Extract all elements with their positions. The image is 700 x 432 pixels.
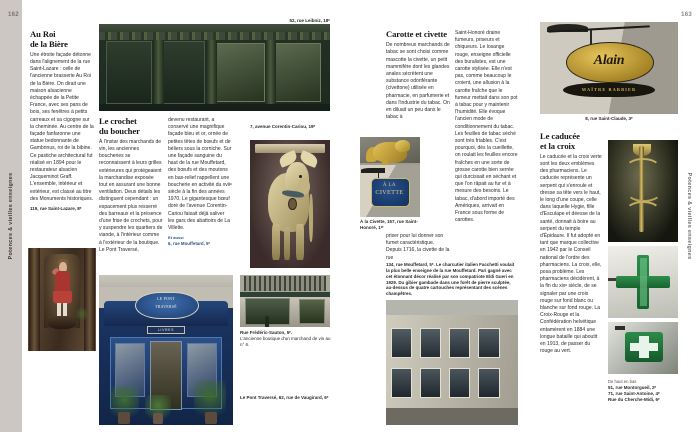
photo-shopfront-leibniz — [99, 24, 330, 111]
title-line-1: Le crochet — [99, 116, 137, 126]
photo-flowerpot — [153, 413, 164, 424]
article-body-carotte-cont: priser pour lui donner son fumet caractéristique. Depuis 1716, la civette de la rue — [386, 233, 450, 261]
chapter-tab-label-left: Potences & vieilles enseignes — [8, 172, 14, 260]
photo-column-right — [84, 248, 95, 351]
caption-block-mouffetard — [386, 262, 518, 297]
title-line-2: de la Bière — [30, 38, 68, 49]
photo-window — [449, 368, 470, 398]
photo-window — [391, 328, 412, 358]
photo-bracket — [361, 168, 385, 173]
chapter-tab-label-right: Potences & vieilles enseignes — [686, 172, 692, 260]
caption-block-pont-traverse — [240, 395, 332, 401]
photo-foliage — [76, 306, 88, 322]
photo-flowerpot — [205, 412, 217, 424]
photo-gambrinus-statue — [28, 248, 96, 351]
article-title-crochet — [99, 117, 163, 136]
article-body-caducee: Le caducée et la croix verte sont les deux emblèmes des pharmaciens. Le caducée représente un serpent qui s'enroule et dresse sa tête vers le haut, le long d'une coupe, celle dans laquelle Hygie, fille d'Esculape et déesse de la santé, donnait à boire au serpent du temple d'Épidaure. Il fut adopté en tant que marque collective en 1942 par le Conseil national de l'ordre des pharmaciens. La croix, elle, posa problème. Les pharmaciens décidèrent, à la fin du xixᵉ siècle, de se signaler par une croix rouge sur fond blanc ou blanche sur fond rouge. La Croix-Rouge et la Confédération helvétique entamèrent en 1884 une longue bataille qui aboutit en 1913, de passer du rouge au vert. — [540, 153, 602, 355]
photo-snake-coil — [625, 158, 661, 179]
photo-shop-window — [299, 299, 324, 324]
article-title-au-roi — [30, 30, 94, 49]
article-le-caducee-et-la-croix — [540, 132, 602, 355]
title-line-2: du boucher — [99, 125, 140, 136]
article-au-roi-de-la-biere — [30, 30, 94, 212]
caption-rue-leibniz: 52, rue Leibniz, 18ᵉ — [289, 18, 330, 23]
chapter-tab-right — [678, 0, 700, 432]
caption-sauton-text: L'ancienne boutique d'un marchand de vin au n° 6. — [240, 335, 331, 347]
photo-window — [449, 328, 470, 358]
photo-bull-tail — [309, 194, 313, 243]
article-body-crochet-col2: devenu restaurant, a conservé une magnifique façade bleu et or, ornée de petites têtes de bœufs et de béliers sous la corniche. Sur une façade sanguine du haut de la rue Mouffetard, des bœufs et des moutons en bas-relief rappellent une boucherie en activité du xviiᵉ siècle à la fin des années 1970. Le gigantesque bœuf doré de l'avenue Corentin-Cariou faisait déjà saliver les gars des abattoirs de La Villette. — [168, 117, 232, 232]
page-number-right: 163 — [681, 12, 692, 18]
photo-panel — [159, 41, 205, 104]
article-body-carotte-col2: Saint-Honoré draine fumeurs, priseurs et chiqueurs. Le losange rouge, enseigne officielle des buralistes, est une carotte stylisée. Elle n'est pas, comme beaucoup le croient, une allusion à la carotte fraîche que le fumeur mettait dans son pot à tabac pour y maintenir l'humidité. Elle évoque l'ancien mode de conditionnement du tabac. Les feuilles de tabac séché sont très friables. C'est pourquoi, dès la cueillette, on roulait les feuilles encore fraîches en une sorte de grosse carotte bien serrée qui durcissait en séchant et que l'on râpait au fur et à mesure des besoins. Le tabac, d'abord importé des Amériques, arrivait en France sous forme de carottes. — [455, 30, 518, 224]
photo-caduceus — [608, 140, 678, 242]
photo-cross-horizontal — [630, 343, 658, 350]
article-body-crochet-col1: À l'instar des marchands de vin, les anciennes boucheries se reconnaissent à leurs grilles extérieures qui protégeaient la marchandise exposée tout en assurant une bonne ventilation. Deux détails les distinguent cependant : un espacement plus resserré des barreaux et la présence d'une frise de crochets, pour y suspendre les quartiers de viande, à l'intérieur comme à l'extérieur de la boutique. Le Pont Traversé, — [99, 138, 163, 253]
sign-text-line-2: TRAVERSÉ — [155, 304, 177, 310]
article-carotte-continuation — [386, 233, 450, 262]
title-line-1: Le caducée — [540, 131, 580, 141]
photo-window — [420, 368, 441, 398]
photo-flowerpot — [118, 412, 130, 424]
photo-snake-coil — [625, 201, 661, 222]
photo-rue-frederic-sauton — [240, 275, 330, 327]
photo-base — [99, 104, 330, 111]
photo-animal-head — [395, 140, 411, 152]
photo-bull-leg — [272, 224, 279, 260]
photo-column-left — [29, 248, 40, 351]
address-au-roi: 119, rue Saint-Lazare, 8ᵉ — [30, 205, 82, 211]
photo-paris-building — [386, 300, 518, 425]
see-also-crochet — [168, 235, 232, 246]
photo-bull-leg — [296, 224, 303, 260]
photo-street-level — [386, 408, 518, 426]
photo-panel — [106, 41, 152, 104]
article-le-crochet-du-boucher — [99, 117, 163, 254]
caption-pont-traverse: Le Pont Traversé, 62, rue de Vaugirard, 6ᵉ — [240, 395, 329, 400]
caption-order-note: De haut en bas — [608, 379, 637, 384]
caption-block-sauton — [240, 330, 332, 348]
sign-text-line-1: À LA — [382, 182, 396, 188]
caption-block-civette — [360, 219, 434, 231]
photo-cross-highlight — [640, 258, 647, 307]
photo-bracket — [615, 326, 625, 330]
article-crochet-column-2 — [168, 117, 232, 246]
photo-alain-barber-sign — [540, 22, 678, 114]
caption-saint-antoine: 71, rue Saint-Antoine, 4ᵉ — [608, 390, 660, 396]
photo-golden-bull — [250, 140, 330, 268]
caption-cherche-midi: Rue du Cherche-Midi, 6ᵉ — [608, 396, 660, 402]
title-line-1: Au Roi — [30, 29, 56, 39]
caption-montorgueil: 51, rue Montorgueil, 2ᵉ — [608, 384, 657, 390]
caption-block-bottom-right — [608, 379, 686, 403]
caption-corentin-cariou: 7, avenue Corentin-Cariou, 19ᵉ — [250, 124, 316, 129]
caption-rue-saint-claude: 8, rue Saint-Claude, 3ᵉ — [585, 116, 633, 121]
caption-mouffetard: 134, rue Mouffetard, 5ᵉ. Le charcutier italien Facchetti voulait la plus belle enseigne de la rue Mouffetard. Pari gagné avec cet étonnant décor réalisé par son compatriote Eldi Gueri en 1929. Du gibier gambade dans une forêt de pierre sculptée, au-dessus de quatre cartouches représentant des scènes champêtres. — [386, 262, 515, 297]
article-body-carotte-col1: De nombreux marchands de tabac se sont choisi comme mascotte la civette, un petit mammifère dont les glandes anales sécrètent une substance odoriférante (civettone) utilisée en pharmacie, en parfumerie et dans l'industrie du tabac. On en diluait un peu dans le tabac à — [386, 42, 450, 121]
photo-cherche-midi-sign — [608, 322, 678, 374]
page-number-left: 162 — [8, 12, 19, 18]
chapter-tab-left — [0, 0, 22, 432]
caption-sauton-bold: Rue Frédéric-Sauton, 5ᵉ. — [240, 330, 293, 335]
sign-text-alain: Alain — [593, 52, 625, 68]
photo-bollard — [265, 316, 269, 327]
photo-grille — [244, 276, 327, 291]
caption-block-barber — [540, 116, 678, 122]
see-also-label: Et aussi — [168, 235, 184, 241]
see-also-value: 6, rue Mouffetard, 5ᵉ — [168, 240, 211, 246]
sign-text-line-2: CIVETTE — [375, 189, 404, 197]
photo-bull-leg — [284, 227, 290, 260]
sign-text-line-1: LE PONT — [157, 296, 175, 301]
sign-text-maitre-barbier: MAÎTRE BARBIER — [581, 87, 637, 93]
photo-a-la-civette-sign — [360, 165, 420, 217]
caption-a-la-civette: À la Civette, 157, rue Saint-Honoré, 1ᵉʳ — [360, 219, 418, 230]
photo-window — [478, 328, 499, 358]
photo-pilaster — [153, 40, 163, 106]
title-line-2: et la croix — [540, 140, 576, 151]
photo-window — [391, 368, 412, 398]
article-title-caducee — [540, 132, 602, 151]
article-carotte-et-civette — [386, 30, 450, 121]
photo-frieze — [99, 32, 330, 40]
article-carotte-column-2 — [455, 30, 519, 224]
photo-le-pont-traverse — [99, 275, 233, 425]
photo-pilaster — [265, 40, 275, 106]
photo-window — [270, 43, 321, 102]
article-body-au-roi: Une étroite façade détonne dans l'alignement de la rue Saint-Lazare : celle de l'ancienne brasserie Au Roi de la Bière. On dirait une maison alsacienne échappée de la Petite France, avec ses pans de bois, ses fenêtres à petits carreaux et sa cigogne sur la cheminée. Au centre de la façade fanfaronne une statue bedonnante de Gambrinus, roi de la bibine. Ce pastiche architectural fut réalisé en 1894 pour le restaurateur alsacien Jacqueminot Graff. L'ensemble, intérieur et extérieur, est classé au titre des Monuments historiques. — [30, 51, 94, 202]
photo-pharmacy-cross — [608, 246, 678, 318]
article-title-carotte: Carotte et civette — [386, 29, 448, 39]
photo-statue-bracket — [48, 316, 75, 329]
sign-text-livres: LIVRES — [147, 326, 185, 334]
photo-pilaster — [206, 40, 216, 106]
photo-window — [215, 43, 266, 102]
photo-window — [478, 368, 499, 398]
photo-window — [420, 328, 441, 358]
